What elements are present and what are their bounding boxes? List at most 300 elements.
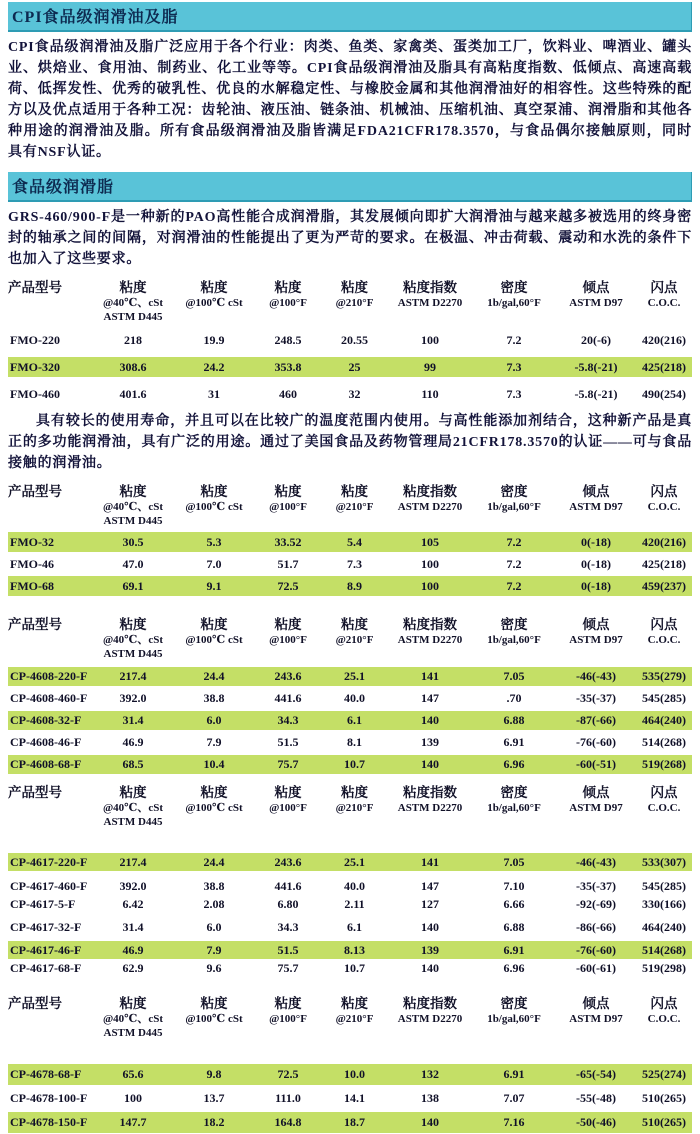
column-title: 粘度 bbox=[200, 996, 228, 1011]
column-title: 粘度 bbox=[341, 617, 368, 632]
column-header bbox=[255, 616, 321, 661]
value-cell: 75.7 bbox=[277, 960, 299, 975]
value-cell: 9.8 bbox=[206, 1067, 222, 1081]
value-cell: 6.42 bbox=[122, 896, 144, 911]
column-subtitle: @100°F bbox=[269, 297, 307, 309]
table-row bbox=[8, 941, 692, 959]
value-cell: 7.2 bbox=[506, 578, 522, 593]
value-cell: 7.3 bbox=[506, 359, 522, 374]
value-cell: 38.8 bbox=[203, 691, 225, 705]
value-cell: 420(216) bbox=[642, 534, 686, 549]
value-cell: 32 bbox=[348, 386, 361, 401]
value-cell: 490(254) bbox=[642, 386, 686, 401]
value-cell: 99 bbox=[424, 359, 436, 374]
section-title-cpi-food-grade-lubricants: CPI食品级润滑油及脂 bbox=[8, 2, 692, 32]
column-header bbox=[93, 995, 173, 1040]
value-cell: -76(-60) bbox=[576, 942, 616, 957]
value-cell: 51.5 bbox=[277, 735, 299, 749]
value-cell: 46.9 bbox=[122, 735, 144, 749]
value-cell: 7.3 bbox=[506, 386, 522, 401]
value-cell: -5.8(-21) bbox=[574, 386, 618, 401]
value-cell: 19.9 bbox=[203, 332, 225, 347]
value-cell: 127 bbox=[421, 896, 439, 911]
column-subtitle: 1b/gal,60°F bbox=[487, 1013, 541, 1025]
value-cell: -5.8(-21) bbox=[574, 359, 618, 374]
value-cell: 217.4 bbox=[119, 854, 147, 869]
column-title: 闪点 bbox=[650, 996, 678, 1011]
value-cell: 330(166) bbox=[642, 896, 686, 911]
value-cell: 401.6 bbox=[119, 386, 147, 401]
value-cell: 147 bbox=[421, 878, 439, 893]
value-cell: 6.96 bbox=[503, 960, 525, 975]
column-header bbox=[93, 784, 173, 829]
column-title: 粘度 bbox=[274, 996, 302, 1011]
value-cell: -46(-43) bbox=[576, 854, 616, 869]
value-cell: 392.0 bbox=[119, 691, 147, 705]
value-cell: 132 bbox=[421, 1067, 439, 1081]
value-cell: 7.9 bbox=[206, 735, 222, 749]
column-subtitle: @100℃ cSt bbox=[185, 802, 243, 814]
column-title: 粘度 bbox=[119, 484, 147, 499]
multipurpose-note-paragraph: 具有较长的使用寿命，并且可以在比较广的温度范围内使用。与高性能添加剂结合，这种新产品是真正的多功能润滑油，具有广泛的用途。通过了美国食品及药物管理局21CFR178.3570的认证——可与食品接触的润滑油。 bbox=[8, 414, 692, 471]
spec-table-fmo-high-viscosity bbox=[8, 279, 692, 404]
value-cell: 10.0 bbox=[344, 1067, 365, 1081]
column-subtitle: ASTM D97 bbox=[569, 501, 623, 513]
column-subtitle: C.O.C. bbox=[647, 1013, 681, 1025]
column-title: 粘度 bbox=[119, 617, 147, 632]
column-subtitle: @100℃ cSt bbox=[185, 634, 243, 646]
value-cell: 7.9 bbox=[206, 942, 222, 957]
column-title: 粘度 bbox=[119, 785, 147, 800]
value-cell: 514(268) bbox=[642, 942, 686, 957]
column-title: 粘度 bbox=[274, 484, 302, 499]
value-cell: 510(265) bbox=[642, 1091, 686, 1105]
value-cell: 248.5 bbox=[274, 332, 302, 347]
value-cell: 14.1 bbox=[344, 1091, 365, 1105]
value-cell: 138 bbox=[421, 1091, 439, 1105]
column-header bbox=[636, 483, 692, 528]
column-header bbox=[8, 784, 93, 829]
value-cell: 392.0 bbox=[119, 878, 147, 893]
column-header bbox=[255, 784, 321, 829]
product-model: CP-4617-460-F bbox=[10, 878, 88, 893]
column-title: 倾点 bbox=[582, 617, 610, 632]
table-header-row bbox=[8, 483, 692, 528]
column-header bbox=[636, 784, 692, 829]
column-title: 密度 bbox=[500, 996, 528, 1011]
column-subtitle: ASTM D445 bbox=[103, 311, 163, 323]
column-title: 倾点 bbox=[582, 785, 610, 800]
value-cell: 0(-18) bbox=[581, 578, 611, 593]
spec-table-fmo-low-viscosity bbox=[8, 483, 692, 596]
column-header bbox=[388, 995, 472, 1040]
column-header bbox=[472, 483, 556, 528]
value-cell: 7.2 bbox=[506, 534, 522, 549]
value-cell: -35(-37) bbox=[576, 691, 616, 705]
product-model: CP-4678-150-F bbox=[10, 1115, 88, 1129]
value-cell: 0(-18) bbox=[581, 534, 611, 549]
column-subtitle: @40℃、cSt bbox=[102, 1013, 164, 1025]
value-cell: -92(-69) bbox=[576, 896, 616, 911]
value-cell: 105 bbox=[421, 534, 439, 549]
value-cell: 24.2 bbox=[203, 359, 225, 374]
column-title: 粘度 bbox=[200, 484, 228, 499]
column-header bbox=[8, 483, 93, 528]
column-header bbox=[556, 279, 636, 324]
product-model: CP-4678-100-F bbox=[10, 1091, 88, 1105]
spec-table-cp-4678 bbox=[8, 995, 692, 1133]
column-subtitle: @100℃ cSt bbox=[185, 297, 243, 309]
value-cell: 72.5 bbox=[277, 578, 299, 593]
spec-table-cp-4608 bbox=[8, 616, 692, 774]
value-cell: 139 bbox=[421, 735, 439, 749]
product-model: CP-4617-220-F bbox=[10, 854, 88, 869]
table-row bbox=[8, 330, 692, 350]
value-cell: 460 bbox=[279, 386, 297, 401]
column-title: 粘度 bbox=[341, 785, 368, 800]
value-cell: 7.2 bbox=[506, 332, 522, 347]
value-cell: 425(218) bbox=[642, 359, 686, 374]
column-header bbox=[556, 784, 636, 829]
value-cell: 100 bbox=[421, 332, 439, 347]
value-cell: 8.1 bbox=[347, 735, 362, 749]
table-row bbox=[8, 853, 692, 871]
value-cell: 425(218) bbox=[642, 556, 686, 571]
column-title: 闪点 bbox=[650, 484, 678, 499]
table-row bbox=[8, 689, 692, 708]
column-title: 倾点 bbox=[582, 996, 610, 1011]
column-title: 倾点 bbox=[582, 280, 610, 295]
column-subtitle: ASTM D2270 bbox=[397, 802, 463, 814]
value-cell: 20(-6) bbox=[581, 332, 611, 347]
column-subtitle: C.O.C. bbox=[647, 297, 681, 309]
column-subtitle: 1b/gal,60°F bbox=[487, 297, 541, 309]
column-header bbox=[8, 995, 93, 1040]
column-header bbox=[173, 784, 255, 829]
value-cell: -60(-51) bbox=[576, 757, 616, 771]
value-cell: 164.8 bbox=[274, 1115, 302, 1129]
column-subtitle: C.O.C. bbox=[647, 634, 681, 646]
value-cell: 147.7 bbox=[119, 1115, 147, 1129]
value-cell: 6.96 bbox=[503, 757, 525, 771]
value-cell: 10.4 bbox=[203, 757, 225, 771]
value-cell: 46.9 bbox=[122, 942, 144, 957]
product-model: FMO-32 bbox=[10, 534, 54, 549]
column-header bbox=[388, 483, 472, 528]
table-row bbox=[8, 959, 692, 977]
value-cell: 141 bbox=[421, 854, 439, 869]
column-header bbox=[472, 616, 556, 661]
column-header bbox=[556, 483, 636, 528]
column-title: 密度 bbox=[500, 484, 528, 499]
value-cell: 7.05 bbox=[503, 854, 525, 869]
value-cell: 31 bbox=[208, 386, 220, 401]
column-subtitle: 1b/gal,60°F bbox=[487, 501, 541, 513]
column-title: 粘度指数 bbox=[403, 996, 457, 1011]
value-cell: 510(265) bbox=[642, 1115, 686, 1129]
column-subtitle: @100°F bbox=[269, 1013, 307, 1025]
table-row bbox=[8, 554, 692, 574]
column-title: 粘度 bbox=[341, 996, 368, 1011]
column-title: 粘度 bbox=[274, 785, 302, 800]
value-cell: 545(285) bbox=[642, 878, 686, 893]
value-cell: 420(216) bbox=[642, 332, 686, 347]
column-subtitle: ASTM D445 bbox=[103, 1027, 163, 1039]
value-cell: 111.0 bbox=[275, 1091, 301, 1105]
column-subtitle: ASTM D97 bbox=[569, 634, 623, 646]
value-cell: 6.0 bbox=[206, 919, 222, 934]
column-title: 粘度 bbox=[119, 996, 147, 1011]
value-cell: 65.6 bbox=[122, 1067, 144, 1081]
table-row bbox=[8, 1064, 692, 1085]
value-cell: -86(-66) bbox=[576, 919, 616, 934]
column-header bbox=[173, 279, 255, 324]
value-cell: 20.55 bbox=[341, 332, 368, 347]
column-title: 粘度 bbox=[274, 617, 302, 632]
value-cell: 33.52 bbox=[274, 534, 302, 549]
column-subtitle: @210°F bbox=[335, 297, 374, 309]
value-cell: 140 bbox=[421, 1115, 439, 1129]
intro-paragraph: CPI食品级润滑油及脂广泛应用于各个行业：肉类、鱼类、家禽类、蛋类加工厂，饮料业、啤酒业、罐头业、烘焙业、食用油、制药业、化工业等等。CPI食品级润滑油及脂具有高粘度指数、低倾点、高速高载荷、低挥发性、优秀的破乳性、优良的水解稳定性、与橡胶金属和其他润滑油好的相容性。这些特殊的配方以及优点适用于各种工况：齿轮油、液压油、链条油、机械油、压缩机油、真空泵浦、润滑脂和其他各种用途的润滑油及脂。所有食品级润滑油及脂皆满足FDA21CFR178.3570，与食品偶尔接触原则，同时具有NSF认证。 bbox=[8, 40, 692, 160]
column-subtitle: ASTM D97 bbox=[569, 1013, 623, 1025]
table-row bbox=[8, 733, 692, 752]
value-cell: 6.91 bbox=[503, 942, 525, 957]
value-cell: 24.4 bbox=[203, 854, 225, 869]
value-cell: 7.05 bbox=[503, 669, 525, 683]
value-cell: 141 bbox=[421, 669, 439, 683]
value-cell: 7.0 bbox=[206, 556, 222, 571]
column-header bbox=[321, 784, 388, 829]
value-cell: 6.80 bbox=[277, 896, 299, 911]
value-cell: 7.07 bbox=[503, 1091, 525, 1105]
column-header bbox=[636, 279, 692, 324]
value-cell: 533(307) bbox=[642, 854, 686, 869]
product-model: FMO-220 bbox=[10, 332, 60, 347]
product-model: FMO-460 bbox=[10, 386, 60, 401]
column-title: 粘度 bbox=[341, 484, 368, 499]
column-subtitle: ASTM D97 bbox=[569, 297, 623, 309]
column-header bbox=[636, 995, 692, 1040]
column-header bbox=[321, 616, 388, 661]
column-title: 粘度 bbox=[200, 280, 228, 295]
value-cell: 218 bbox=[124, 332, 142, 347]
value-cell: 464(240) bbox=[642, 713, 686, 727]
column-subtitle: ASTM D2270 bbox=[397, 1013, 463, 1025]
column-subtitle: @40℃、cSt bbox=[102, 501, 164, 513]
column-subtitle: 1b/gal,60°F bbox=[487, 634, 541, 646]
value-cell: 6.66 bbox=[503, 896, 525, 911]
column-title: 密度 bbox=[500, 280, 528, 295]
column-title: 密度 bbox=[500, 785, 528, 800]
column-header bbox=[472, 279, 556, 324]
value-cell: 31.4 bbox=[122, 713, 144, 727]
column-subtitle: @40℃、cSt bbox=[102, 297, 164, 309]
column-subtitle: ASTM D445 bbox=[103, 648, 163, 660]
table-row bbox=[8, 576, 692, 596]
value-cell: 147 bbox=[421, 691, 439, 705]
column-subtitle: ASTM D2270 bbox=[397, 634, 463, 646]
column-subtitle: @100℃ cSt bbox=[185, 1013, 243, 1025]
column-title: 产品型号 bbox=[8, 996, 62, 1011]
value-cell: 34.3 bbox=[277, 713, 299, 727]
column-header bbox=[388, 784, 472, 829]
product-model: CP-4608-460-F bbox=[10, 691, 88, 705]
table-row bbox=[8, 755, 692, 774]
table-row bbox=[8, 532, 692, 552]
column-header bbox=[93, 279, 173, 324]
value-cell: 243.6 bbox=[274, 854, 302, 869]
column-title: 粘度 bbox=[200, 617, 228, 632]
value-cell: 6.1 bbox=[347, 713, 362, 727]
value-cell: 25.1 bbox=[344, 854, 365, 869]
value-cell: 69.1 bbox=[122, 578, 144, 593]
column-subtitle: @100°F bbox=[269, 802, 307, 814]
product-model: CP-4608-46-F bbox=[10, 735, 82, 749]
value-cell: 9.6 bbox=[206, 960, 222, 975]
column-subtitle: @210°F bbox=[335, 634, 374, 646]
value-cell: 110 bbox=[421, 386, 439, 401]
column-subtitle: ASTM D445 bbox=[103, 816, 163, 828]
grease-description-paragraph: GRS-460/900-F是一种新的PAO高性能合成润滑脂，其发展倾向即扩大润滑油与越来越多被选用的终身密封的轴承之间的间隔，对润滑油的性能提出了更为严苛的要求。在极温、冲击荷载、震动和水洗的条件下也加入了这些要求。 bbox=[8, 210, 692, 267]
value-cell: 18.7 bbox=[344, 1115, 365, 1129]
value-cell: 6.88 bbox=[503, 919, 525, 934]
value-cell: 25.1 bbox=[344, 669, 365, 683]
value-cell: 13.7 bbox=[203, 1091, 225, 1105]
section-title-food-grade-grease: 食品级润滑脂 bbox=[8, 172, 692, 202]
product-model: CP-4617-5-F bbox=[10, 896, 76, 911]
value-cell: 100 bbox=[421, 556, 439, 571]
value-cell: 525(274) bbox=[642, 1067, 686, 1081]
column-title: 产品型号 bbox=[8, 484, 62, 499]
product-model: CP-4617-46-F bbox=[10, 942, 82, 957]
table-row bbox=[8, 1112, 692, 1133]
column-header bbox=[173, 616, 255, 661]
value-cell: 7.10 bbox=[503, 878, 525, 893]
value-cell: 5.3 bbox=[206, 534, 222, 549]
value-cell: 514(268) bbox=[642, 735, 686, 749]
value-cell: 6.1 bbox=[347, 919, 362, 934]
value-cell: 519(268) bbox=[642, 757, 686, 771]
product-model: CP-4608-220-F bbox=[10, 669, 88, 683]
value-cell: 2.11 bbox=[344, 896, 365, 911]
value-cell: 7.2 bbox=[506, 556, 522, 571]
column-title: 粘度 bbox=[274, 280, 302, 295]
value-cell: -35(-37) bbox=[576, 878, 616, 893]
column-header bbox=[173, 995, 255, 1040]
column-header bbox=[636, 616, 692, 661]
value-cell: 100 bbox=[124, 1091, 142, 1105]
value-cell: 519(298) bbox=[642, 960, 686, 975]
column-header bbox=[556, 616, 636, 661]
column-header bbox=[388, 279, 472, 324]
column-title: 密度 bbox=[500, 617, 528, 632]
value-cell: 217.4 bbox=[119, 669, 147, 683]
value-cell: 459(237) bbox=[642, 578, 686, 593]
column-subtitle: C.O.C. bbox=[647, 802, 681, 814]
value-cell: 8.9 bbox=[347, 578, 362, 593]
value-cell: 139 bbox=[421, 942, 439, 957]
column-header bbox=[8, 279, 93, 324]
column-subtitle: @40℃、cSt bbox=[102, 634, 164, 646]
column-subtitle: ASTM D445 bbox=[103, 515, 163, 527]
value-cell: 40.0 bbox=[344, 691, 365, 705]
column-title: 闪点 bbox=[650, 785, 678, 800]
column-title: 粘度 bbox=[200, 785, 228, 800]
value-cell: 0(-18) bbox=[581, 556, 611, 571]
value-cell: 38.8 bbox=[203, 878, 225, 893]
column-subtitle: ASTM D97 bbox=[569, 802, 623, 814]
column-title: 粘度指数 bbox=[403, 280, 457, 295]
column-subtitle: @210°F bbox=[335, 1013, 374, 1025]
value-cell: 9.1 bbox=[206, 578, 222, 593]
column-header bbox=[388, 616, 472, 661]
table-row bbox=[8, 357, 692, 377]
value-cell: 243.6 bbox=[274, 669, 302, 683]
value-cell: -50(-46) bbox=[576, 1115, 616, 1129]
table-row bbox=[8, 384, 692, 404]
product-model: FMO-46 bbox=[10, 556, 54, 571]
value-cell: -65(-54) bbox=[576, 1067, 616, 1081]
value-cell: 47.0 bbox=[122, 556, 144, 571]
value-cell: 441.6 bbox=[274, 878, 302, 893]
value-cell: -46(-43) bbox=[576, 669, 616, 683]
column-header bbox=[321, 995, 388, 1040]
column-subtitle: @210°F bbox=[335, 802, 374, 814]
column-header bbox=[321, 483, 388, 528]
value-cell: 140 bbox=[421, 919, 439, 934]
column-title: 粘度 bbox=[119, 280, 147, 295]
value-cell: -87(-66) bbox=[576, 713, 616, 727]
value-cell: 5.4 bbox=[347, 534, 362, 549]
value-cell: 7.3 bbox=[347, 556, 362, 571]
table-row bbox=[8, 667, 692, 686]
column-subtitle: 1b/gal,60°F bbox=[487, 802, 541, 814]
value-cell: 6.91 bbox=[503, 1067, 525, 1081]
column-title: 产品型号 bbox=[8, 617, 62, 632]
table-header-row bbox=[8, 616, 692, 661]
value-cell: 31.4 bbox=[122, 919, 144, 934]
column-subtitle: @210°F bbox=[335, 501, 374, 513]
column-header bbox=[255, 483, 321, 528]
column-title: 产品型号 bbox=[8, 280, 62, 295]
value-cell: 68.5 bbox=[122, 757, 144, 771]
column-header bbox=[93, 483, 173, 528]
value-cell: 72.5 bbox=[277, 1067, 299, 1081]
column-header bbox=[472, 784, 556, 829]
product-model: CP-4608-32-F bbox=[10, 713, 82, 727]
table-row bbox=[8, 877, 692, 895]
value-cell: 6.0 bbox=[206, 713, 222, 727]
value-cell: 30.5 bbox=[122, 534, 144, 549]
value-cell: 464(240) bbox=[642, 919, 686, 934]
column-title: 粘度指数 bbox=[403, 484, 457, 499]
product-model: CP-4678-68-F bbox=[10, 1067, 82, 1081]
table-row bbox=[8, 711, 692, 730]
value-cell: 24.4 bbox=[203, 669, 225, 683]
value-cell: 545(285) bbox=[642, 691, 686, 705]
column-header bbox=[556, 995, 636, 1040]
table-row bbox=[8, 895, 692, 913]
value-cell: 62.9 bbox=[122, 960, 144, 975]
product-model: FMO-320 bbox=[10, 359, 60, 374]
column-header bbox=[93, 616, 173, 661]
column-title: 闪点 bbox=[650, 617, 678, 632]
column-title: 闪点 bbox=[650, 280, 678, 295]
value-cell: -76(-60) bbox=[576, 735, 616, 749]
value-cell: -60(-61) bbox=[576, 960, 616, 975]
value-cell: 140 bbox=[421, 757, 439, 771]
value-cell: 6.91 bbox=[503, 735, 525, 749]
